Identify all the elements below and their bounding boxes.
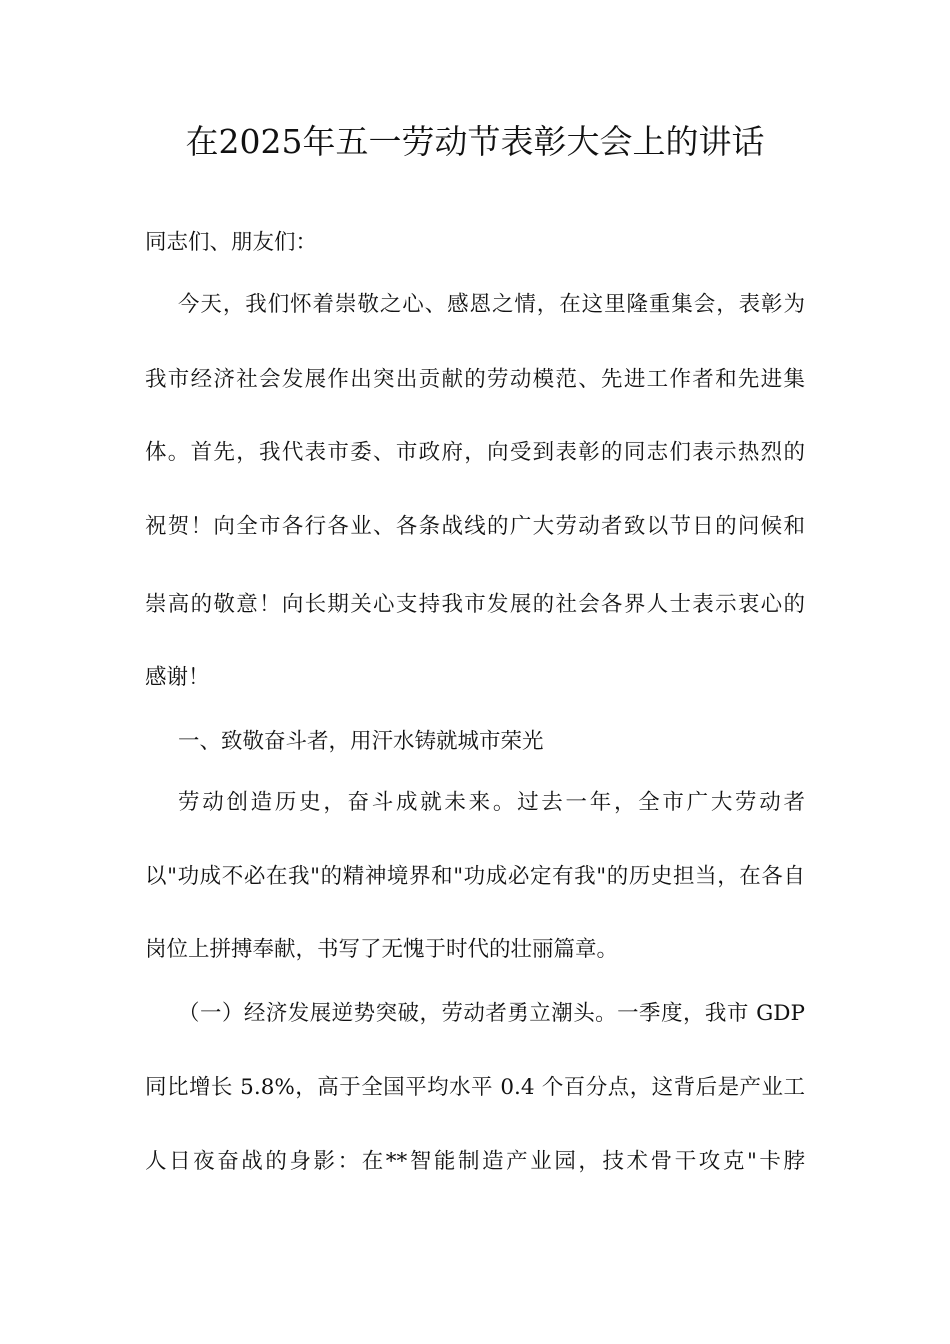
document-title: 在2025年五一劳动节表彰大会上的讲话 — [185, 122, 765, 161]
text-line: 祝贺！向全市各行各业、各条战线的广大劳动者致以节日的问候和 — [145, 514, 805, 539]
text-line: 同志们、朋友们： — [145, 230, 318, 255]
text-line: （一）经济发展逆势突破，劳动者勇立潮头。一季度，我市 GDP — [178, 1001, 805, 1026]
text-line: 以"功成不必在我"的精神境界和"功成必定有我"的历史担当，在各自 — [145, 864, 805, 889]
text-line: 体。首先，我代表市委、市政府，向受到表彰的同志们表示热烈的 — [145, 440, 805, 465]
text-line: 人日夜奋战的身影：在**智能制造产业园，技术骨干攻克"卡脖 — [145, 1149, 805, 1174]
text-line: 崇高的敬意！向长期关心支持我市发展的社会各界人士表示衷心的 — [145, 592, 805, 617]
text-line: 我市经济社会发展作出突出贡献的劳动模范、先进工作者和先进集 — [145, 367, 805, 392]
text-line: 一、致敬奋斗者，用汗水铸就城市荣光 — [178, 729, 544, 754]
text-line: 岗位上拼搏奉献，书写了无愧于时代的壮丽篇章。 — [145, 937, 619, 962]
text-line: 今天，我们怀着崇敬之心、感恩之情，在这里隆重集会，表彰为 — [178, 292, 805, 317]
text-line: 感谢！ — [145, 665, 210, 690]
text-line: 劳动创造历史，奋斗成就未来。过去一年，全市广大劳动者 — [178, 790, 805, 815]
text-line: 同比增长 5.8%，高于全国平均水平 0.4 个百分点，这背后是产业工 — [145, 1075, 805, 1100]
